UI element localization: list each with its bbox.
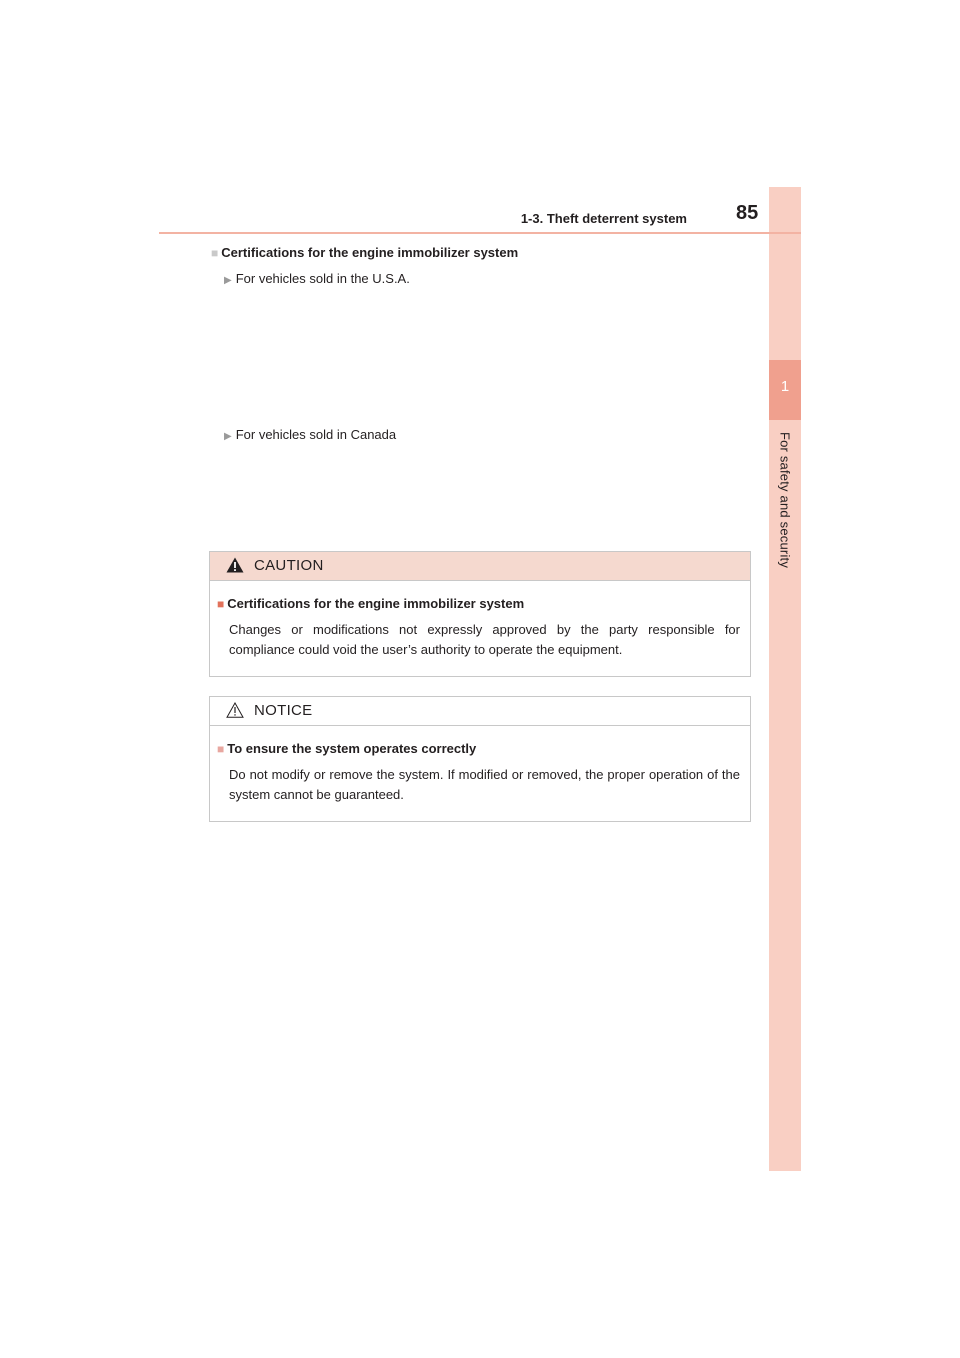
list-item-text: For vehicles sold in Canada [235, 427, 397, 442]
notice-box [209, 696, 751, 822]
chapter-side-tab [769, 187, 801, 1171]
notice-label: NOTICE [254, 702, 313, 719]
list-item [224, 427, 396, 442]
caution-box [209, 551, 751, 677]
notice-triangle-icon [226, 702, 244, 718]
caution-subheading [217, 596, 524, 611]
chapter-number-tab: 1 [769, 360, 801, 420]
chapter-label: For safety and security [777, 431, 793, 569]
notice-subheading [217, 741, 476, 756]
header-rule [159, 232, 801, 234]
notice-header [210, 697, 750, 726]
square-bullet-icon: ■ [217, 742, 225, 756]
triangle-bullet-icon: ▶ [224, 275, 232, 286]
notice-subheading-text: To ensure the system operates correctly [227, 741, 477, 756]
square-bullet-icon: ■ [211, 246, 219, 260]
section-title: 1-3. Theft deterrent system [520, 211, 687, 226]
caution-label: CAUTION [254, 557, 324, 574]
section-heading-text: Certifications for the engine immobilizer system [221, 245, 519, 260]
square-bullet-icon: ■ [217, 597, 225, 611]
caution-subheading-text: Certifications for the engine immobilizer system [227, 596, 525, 611]
triangle-bullet-icon: ▶ [224, 431, 232, 442]
notice-body: Do not modify or remove the system. If modified or removed, the proper operation of the system cannot be guaranteed. [229, 767, 740, 802]
caution-header [210, 552, 750, 581]
caution-body: Changes or modifications not expressly approved by the party responsible for compliance could void the user’s authority to operate the equipment. [229, 622, 740, 657]
list-item-text: For vehicles sold in the U.S.A. [235, 271, 410, 286]
page-number: 85 [736, 202, 759, 224]
section-heading [211, 245, 518, 260]
list-item [224, 271, 410, 286]
warning-triangle-icon [226, 557, 244, 573]
